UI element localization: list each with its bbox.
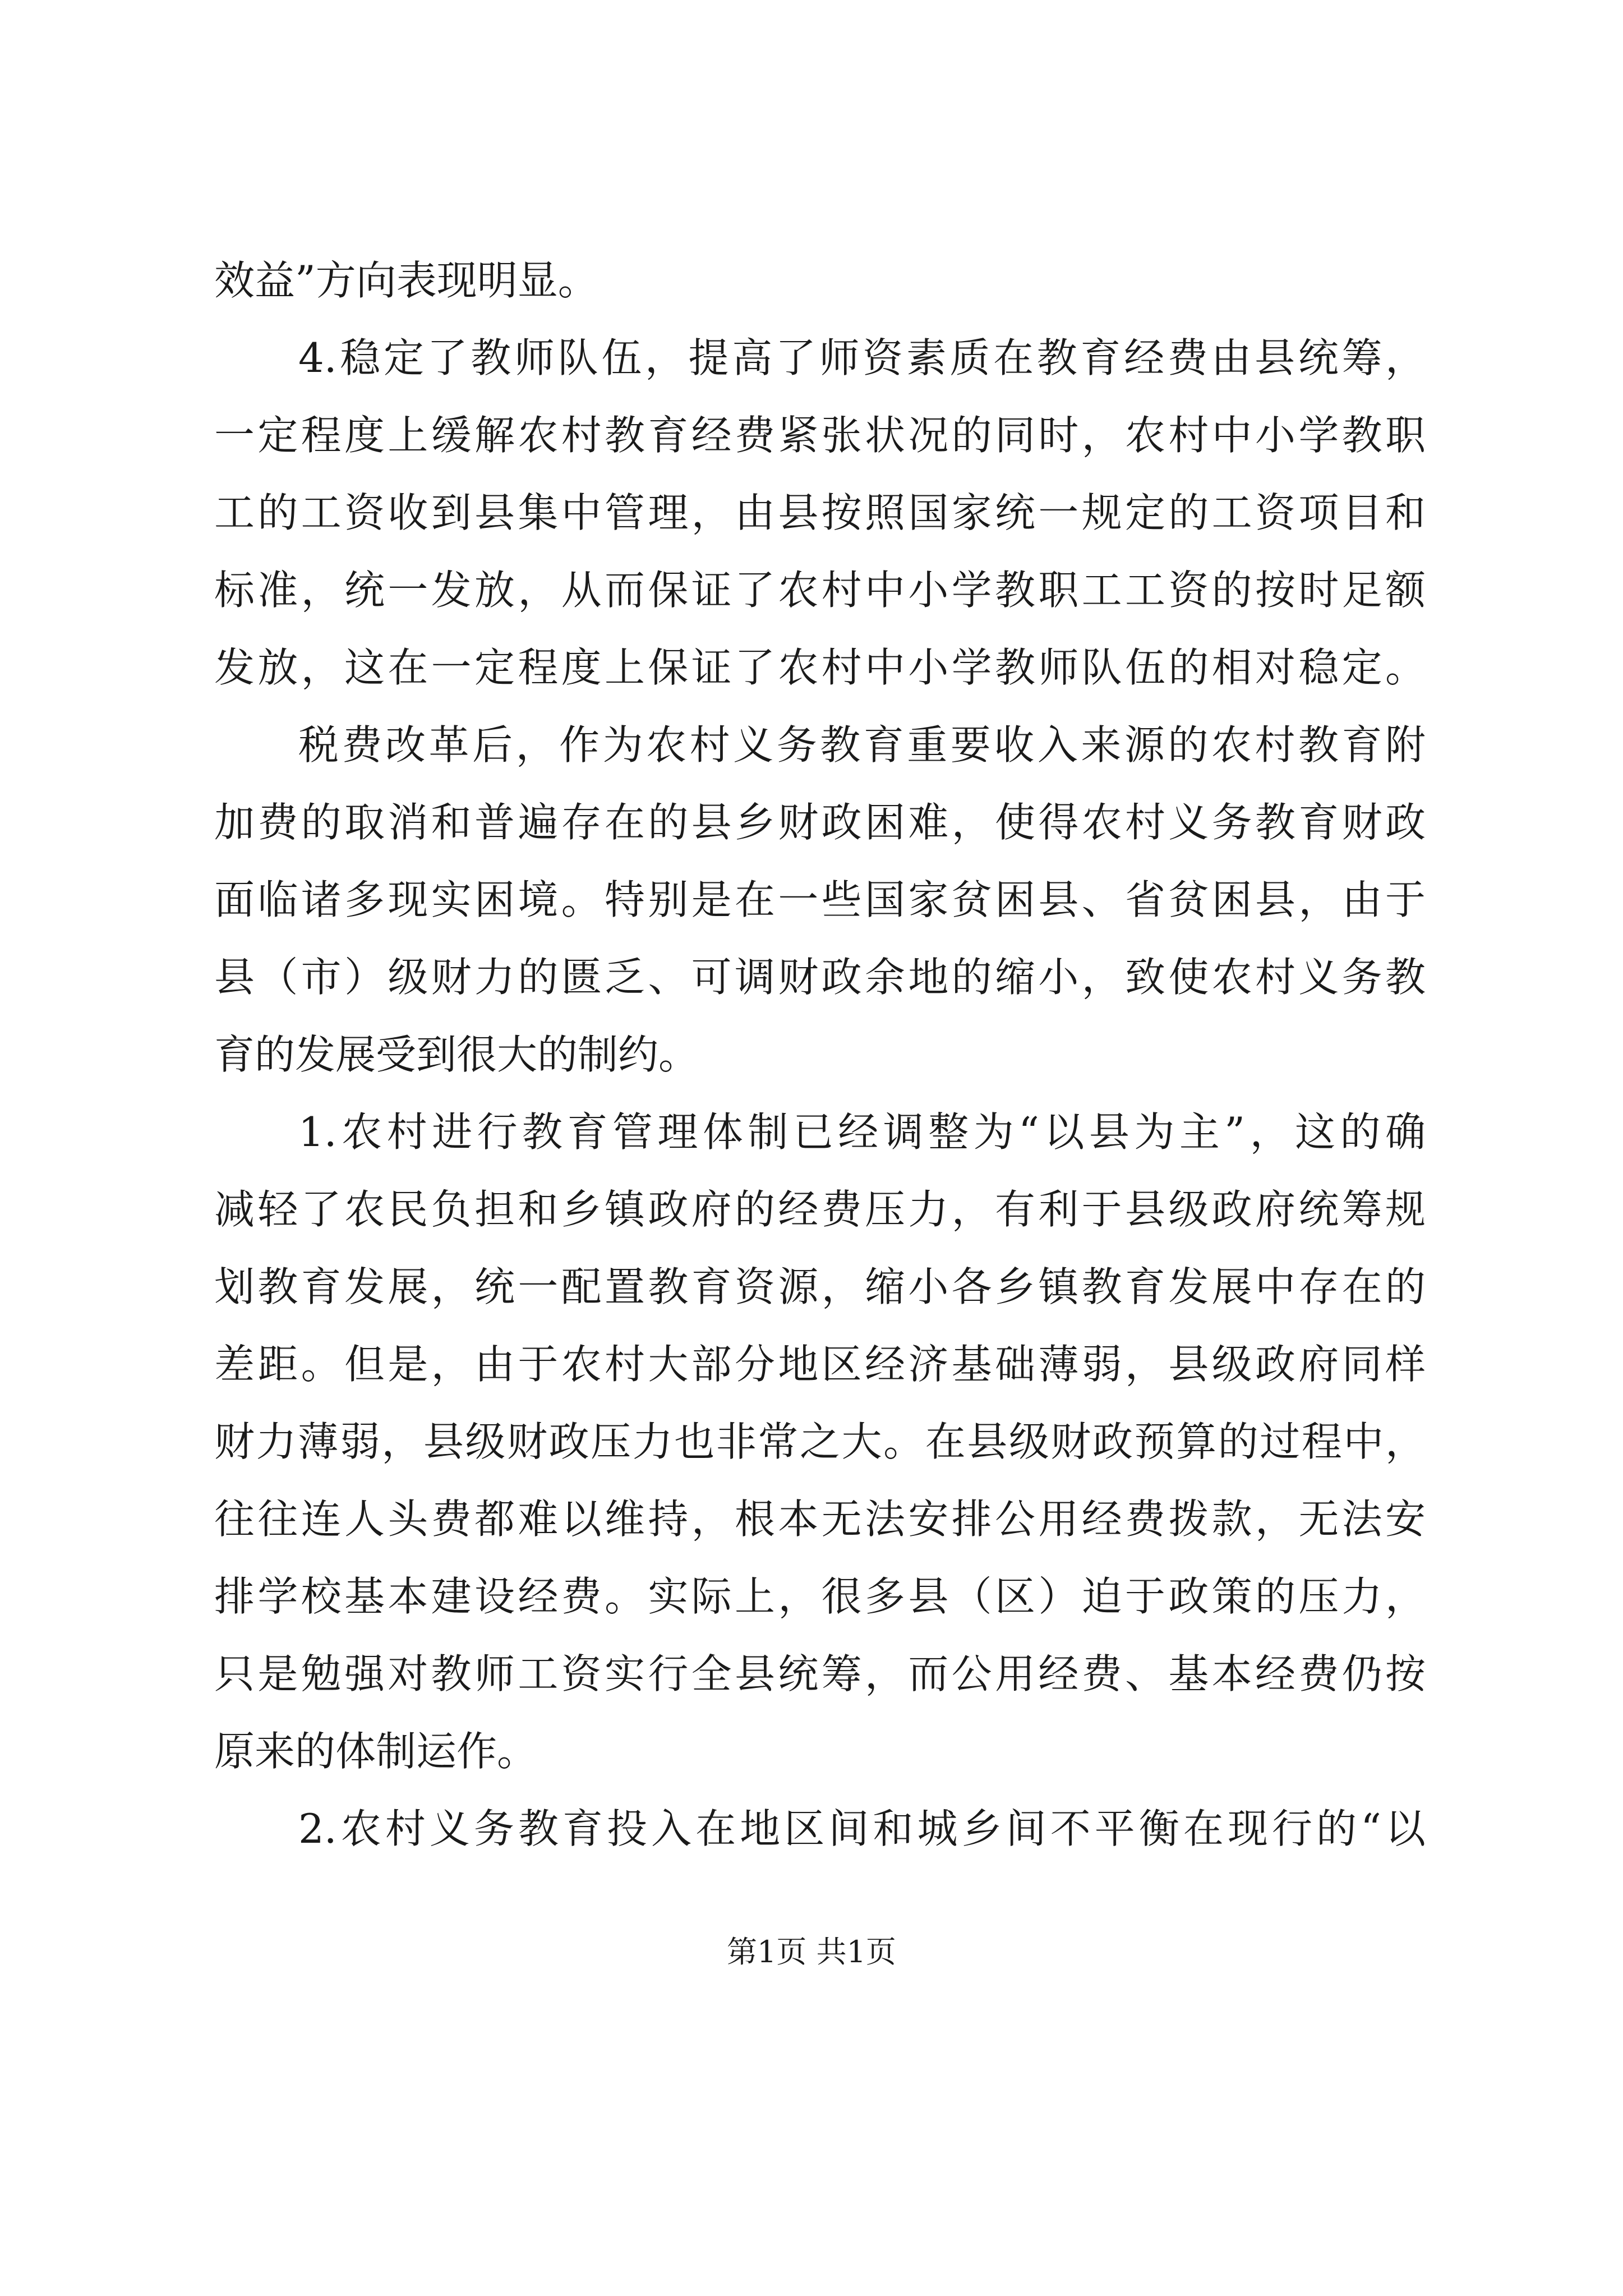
text-line: 面临诸多现实困境。特别是在一些国家贫困县、省贫困县，由于: [214, 876, 1426, 923]
text-line: 原来的体制运作。: [214, 1728, 538, 1775]
text-line: 工的工资收到县集中管理，由县按照国家统一规定的工资项目和: [214, 489, 1426, 536]
page-footer: 第1页 共1页: [727, 1934, 896, 1970]
text-line: 2.农村义务教育投入在地区间和城乡间不平衡在现行的“以: [298, 1805, 1426, 1852]
text-line: 发放，这在一定程度上保证了农村中小学教师队伍的相对稳定。: [214, 644, 1426, 691]
text-line: 只是勉强对教师工资实行全县统筹，而公用经费、基本经费仍按: [214, 1650, 1426, 1697]
text-line: 一定程度上缓解农村教育经费紧张状况的同时，农村中小学教职: [214, 412, 1426, 459]
text-line: 税费改革后，作为农村义务教育重要收入来源的农村教育附: [298, 721, 1426, 769]
text-line: 标准，统一发放，从而保证了农村中小学教职工工资的按时足额: [214, 567, 1426, 614]
text-line: 财力薄弱，县级财政压力也非常之大。在县级财政预算的过程中，: [214, 1418, 1426, 1465]
text-line: 减轻了农民负担和乡镇政府的经费压力，有利于县级政府统筹规: [214, 1186, 1426, 1233]
text-line: 划教育发展，统一配置教育资源，缩小各乡镇教育发展中存在的: [214, 1263, 1426, 1310]
text-line: 往往连人头费都难以维持，根本无法安排公用经费拨款，无法安: [214, 1496, 1426, 1543]
text-line: 加费的取消和普遍存在的县乡财政困难，使得农村义务教育财政: [214, 799, 1426, 846]
text-line: 效益”方向表现明显。: [214, 257, 598, 304]
text-line: 4.稳定了教师队伍，提高了师资素质在教育经费由县统筹，: [298, 334, 1426, 381]
text-line: 排学校基本建设经费。实际上，很多县（区）迫于政策的压力，: [214, 1573, 1426, 1620]
text-line: 县（市）级财力的匮乏、可调财政余地的缩小，致使农村义务教: [214, 954, 1426, 1001]
text-line: 差距。但是，由于农村大部分地区经济基础薄弱，县级政府同样: [214, 1341, 1426, 1388]
text-line: 1.农村进行教育管理体制已经调整为“以县为主”，这的确: [298, 1108, 1426, 1156]
text-line: 育的发展受到很大的制约。: [214, 1031, 699, 1078]
